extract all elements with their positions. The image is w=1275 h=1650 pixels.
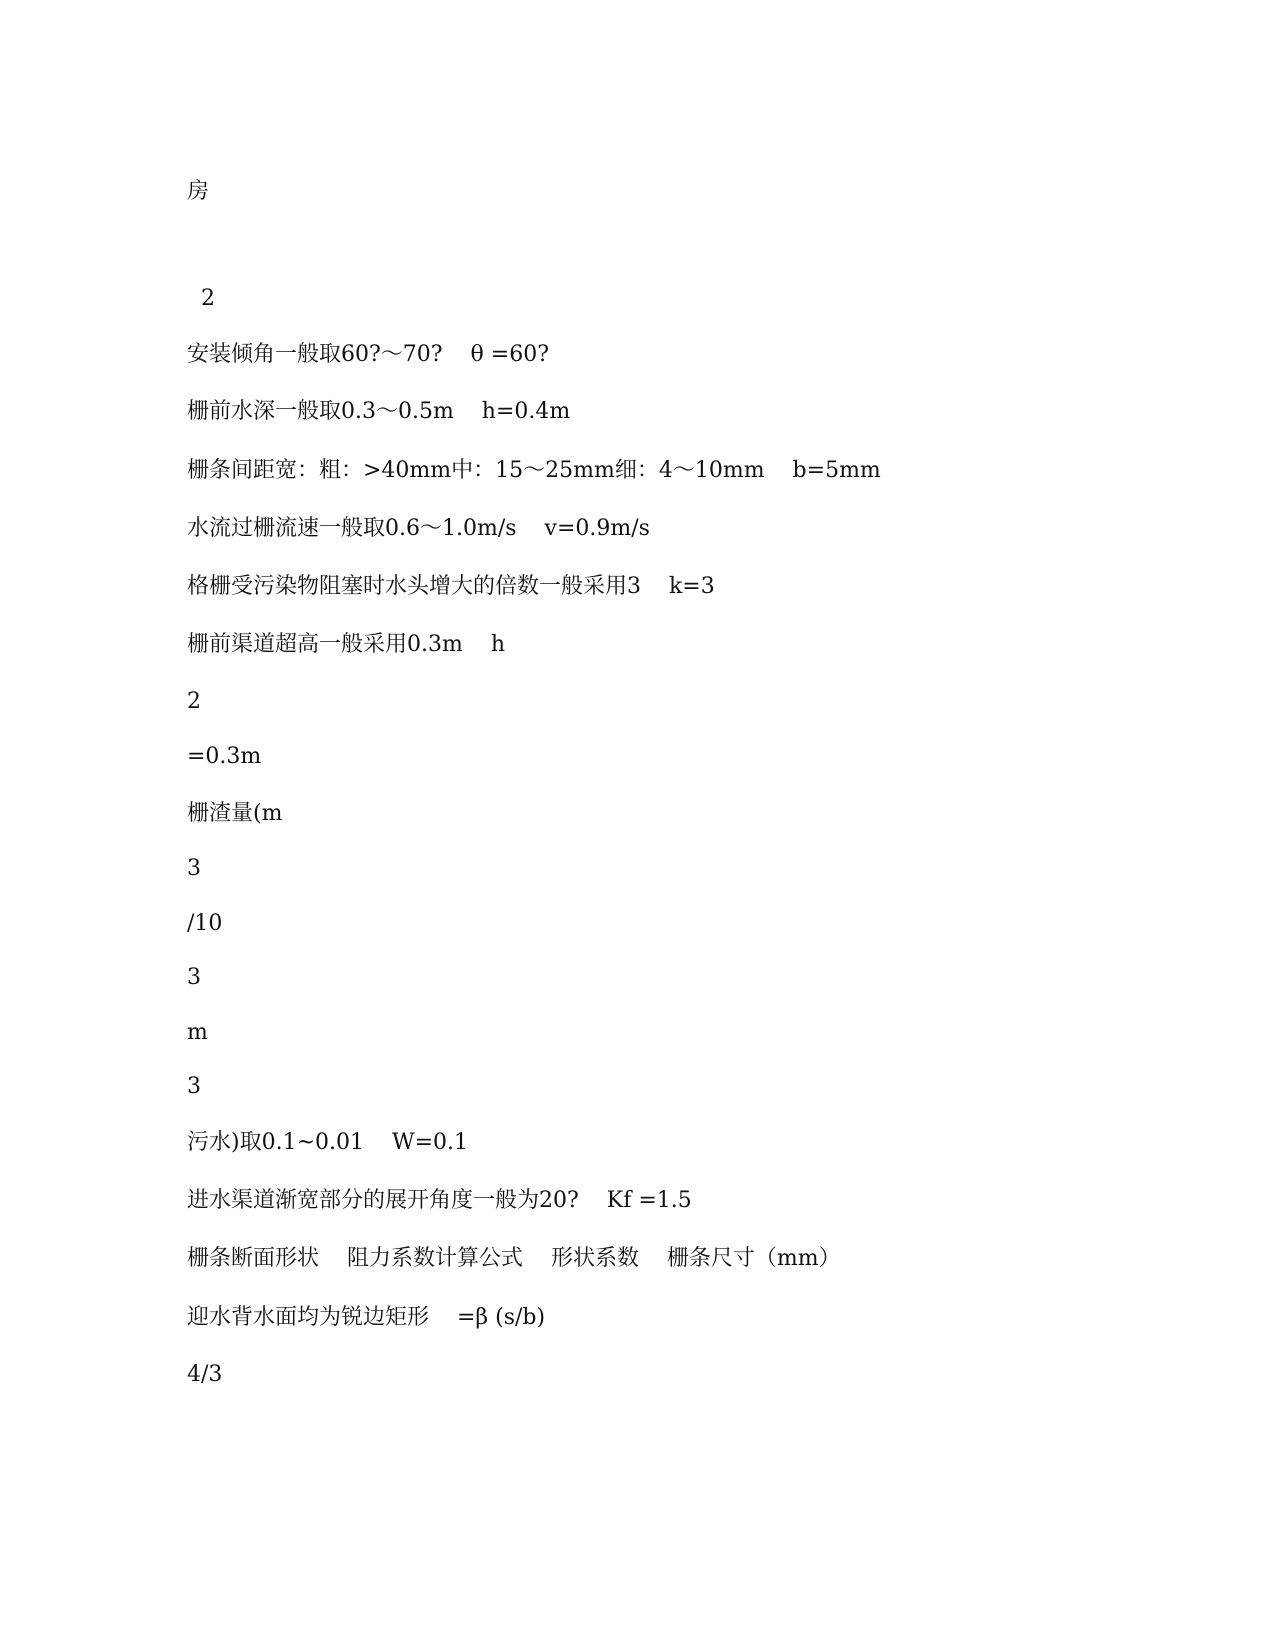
text-line-19: 栅条断面形状 阻力系数计算公式 形状系数 栅条尺寸（mm）: [187, 1246, 841, 1271]
text-line-11: 栅渣量(m: [187, 801, 283, 826]
text-line-15: m: [187, 1020, 208, 1045]
text-line-9: 2: [187, 689, 201, 714]
text-line-18: 进水渠道渐宽部分的展开角度一般为20? Kf =1.5: [187, 1188, 692, 1213]
text-line-21: 4/3: [187, 1362, 223, 1387]
text-line-14: 3: [187, 965, 201, 990]
text-line-16: 3: [187, 1074, 201, 1099]
text-line-13: /10: [187, 911, 223, 936]
text-line-8: 栅前渠道超高一般采用0.3m h: [187, 632, 505, 657]
text-line-12: 3: [187, 856, 201, 881]
text-line-3: 安装倾角一般取60?～70? θ =60?: [187, 342, 550, 367]
text-line-17: 污水)取0.1~0.01 W=0.1: [187, 1130, 468, 1155]
text-line-6: 水流过栅流速一般取0.6～1.0m/s v=0.9m/s: [187, 516, 650, 541]
text-line-2: 2: [187, 286, 215, 311]
text-line-1: 房: [187, 179, 210, 204]
text-line-4: 栅前水深一般取0.3～0.5m h=0.4m: [187, 399, 571, 424]
text-line-10: =0.3m: [187, 744, 262, 769]
text-line-7: 格栅受污染物阻塞时水头增大的倍数一般采用3 k=3: [187, 574, 715, 599]
text-line-5: 栅条间距宽：粗：>40mm中：15～25mm细：4～10mm b=5mm: [187, 458, 881, 483]
text-line-20: 迎水背水面均为锐边矩形 =β (s/b): [187, 1305, 546, 1330]
